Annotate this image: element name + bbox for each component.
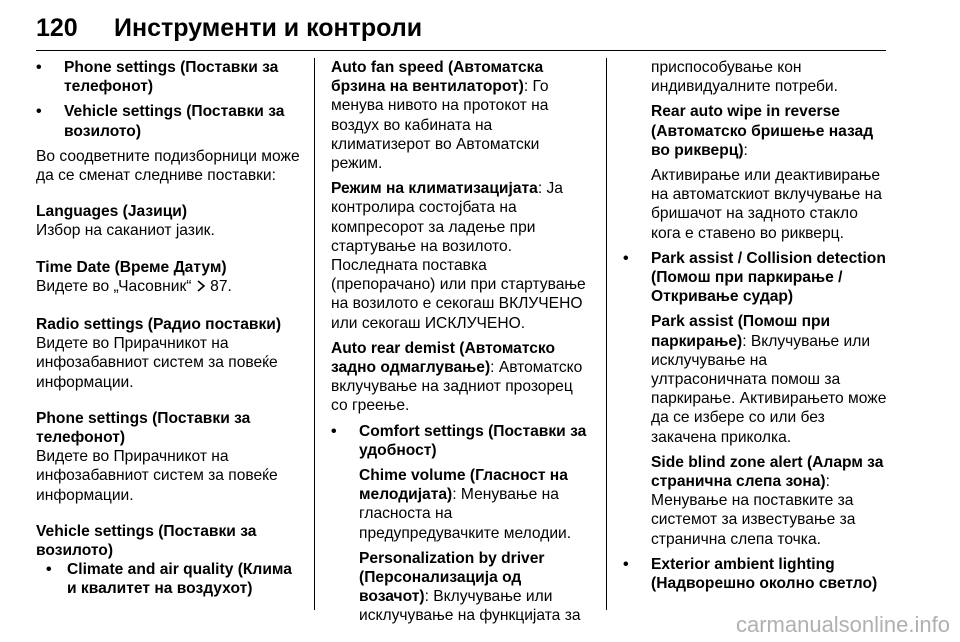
list-item-vehicle-settings: • Vehicle settings (Поставки за возилото)	[36, 102, 302, 140]
column-divider	[606, 58, 607, 610]
list-item-exterior-lighting: • Exterior ambient lighting (Надворешно околно светло)	[623, 555, 887, 593]
page-reference-arrow-icon	[196, 279, 206, 298]
phone-settings-heading: Phone settings (Поставки за телефонот)	[36, 409, 251, 447]
vehicle-settings-heading: Vehicle settings (Поставки за возилото)	[36, 522, 257, 560]
personalization-entry: Personalization by driver (Персонализација од возачот): Вклучување или исклучување на функцијата за	[359, 549, 581, 625]
chime-volume-entry: Chime volume (Гласност на мелодијата): Менување на гласноста на предупредувачките мелодии.	[359, 467, 572, 542]
rear-auto-wipe-heading: Rear auto wipe in reverse (Автоматско бришење назад во рикверц):	[651, 103, 874, 159]
list-item-phone-settings: • Phone settings (Поставки за телефонот)	[36, 58, 302, 96]
rear-auto-wipe-text: Активирање или деактивирање на автоматскиот вклучување на бришачот на задното стакло кога е ставено во рикверц.	[651, 167, 882, 242]
page-number: 120	[36, 14, 78, 42]
languages-heading: Languages (Јазици)	[36, 203, 188, 221]
list-item-comfort-settings: • Comfort settings (Поставки за удобност)	[331, 422, 593, 460]
list-item-climate: • Climate and air quality (Клима и квалитет на воздухот)	[36, 560, 302, 598]
auto-rear-demist-entry: Auto rear demist (Автоматско задно одмаглување): Автоматско вклучување на задниот прозорец со греење.	[331, 339, 583, 415]
languages-text: Избор на саканиот јазик.	[36, 222, 215, 240]
side-blind-zone-entry: Side blind zone alert (Аларм за странична слепа зона): Менување на поставките за системот за известување за странична слепа точка.	[651, 453, 884, 548]
radio-settings-text: Видете во Прирачникот на инфозабавниот систем за повеќе информации.	[36, 335, 278, 391]
climate-mode-entry: Режим на климатизацијата: Ја контролира состојбата на компресорот за ладење при стартување на возилото. Последната поставка (препорачано) или при стартување на возилото е секогаш ВКЛУЧЕНО или секогаш ИСКЛУЧЕНО.	[331, 180, 586, 332]
time-date-text: Видете во „Часовник“ 87.	[36, 277, 302, 298]
column-2	[331, 58, 593, 632]
radio-settings-heading: Radio settings (Радио поставки)	[36, 316, 282, 334]
watermark: carmanualsonline.info	[735, 612, 950, 637]
column-divider	[314, 58, 315, 610]
phone-settings-text: Видете во Прирачникот на инфозабавниот систем за повеќе информации.	[36, 448, 278, 504]
intro-text: Во соодветните подизборници може да се сменат следниве поставки:	[36, 147, 300, 185]
page-reference-link[interactable]: 87.	[210, 277, 232, 295]
auto-fan-speed-entry: Auto fan speed (Автоматска брзина на вентилаторот): Го менува нивото на протокот на воздух во кабината на климатизерот во Автоматски режим.	[331, 59, 549, 173]
list-item-park-assist: • Park assist / Collision detection (Помош при паркирање / Откривање судар)	[623, 249, 887, 307]
column-3	[623, 58, 887, 599]
park-assist-entry: Park assist (Помош при паркирање): Вклучување или исклучување на ултрасоничната помош за паркирање. Активирањето може да се избере со или без закачена приколка.	[651, 313, 887, 446]
page-header	[36, 0, 886, 51]
page-title: Инструменти и контроли	[114, 14, 423, 42]
personalization-continued: приспособување кон индивидуалните потреби.	[651, 59, 838, 96]
time-date-heading: Time Date (Време Датум)	[36, 258, 227, 276]
column-1	[36, 58, 302, 599]
